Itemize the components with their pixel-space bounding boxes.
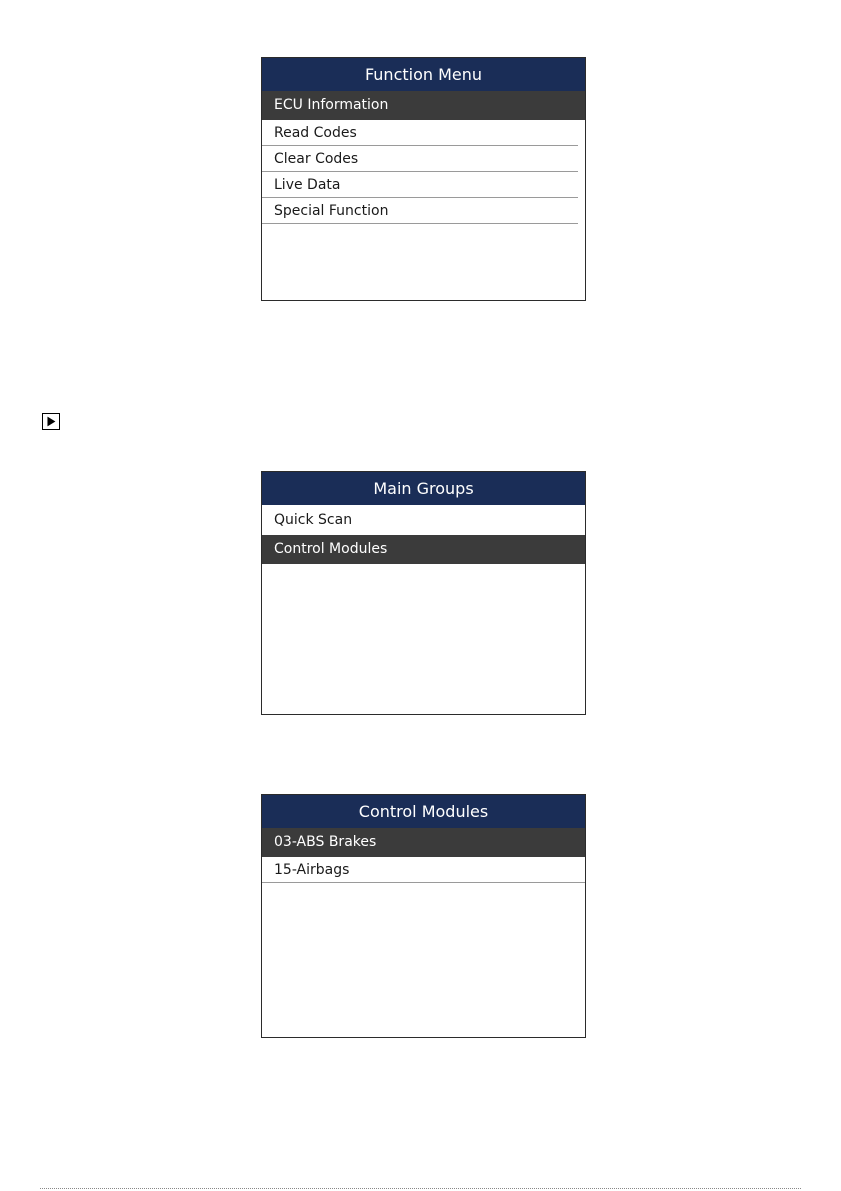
- control-modules-screen: [261, 794, 586, 1038]
- play-triangle-icon: [42, 413, 60, 430]
- menu-list: [262, 91, 585, 224]
- page-footer-rule: [40, 1188, 801, 1189]
- screen-title: Main Groups: [262, 472, 585, 505]
- menu-item-control-modules[interactable]: Control Modules: [262, 535, 585, 564]
- menu-item-special-function[interactable]: Special Function: [262, 198, 578, 224]
- menu-item-quick-scan[interactable]: Quick Scan: [274, 512, 353, 528]
- screen-title: Function Menu: [262, 58, 585, 91]
- menu-item-read-codes[interactable]: Read Codes: [262, 120, 578, 146]
- screen-title: Control Modules: [262, 795, 585, 828]
- menu-list: [262, 828, 585, 883]
- function-menu-screen: [261, 57, 586, 301]
- menu-item-live-data[interactable]: Live Data: [262, 172, 578, 198]
- menu-item-03-abs-brakes[interactable]: 03-ABS Brakes: [262, 828, 585, 857]
- menu-item-clear-codes[interactable]: Clear Codes: [262, 146, 578, 172]
- main-groups-screen: [261, 471, 586, 715]
- menu-list: [262, 505, 585, 564]
- menu-item-15-airbags[interactable]: 15-Airbags: [262, 857, 585, 883]
- play-triangle-icon-svg: [43, 414, 59, 429]
- menu-item-ecu-information[interactable]: ECU Information: [262, 91, 585, 120]
